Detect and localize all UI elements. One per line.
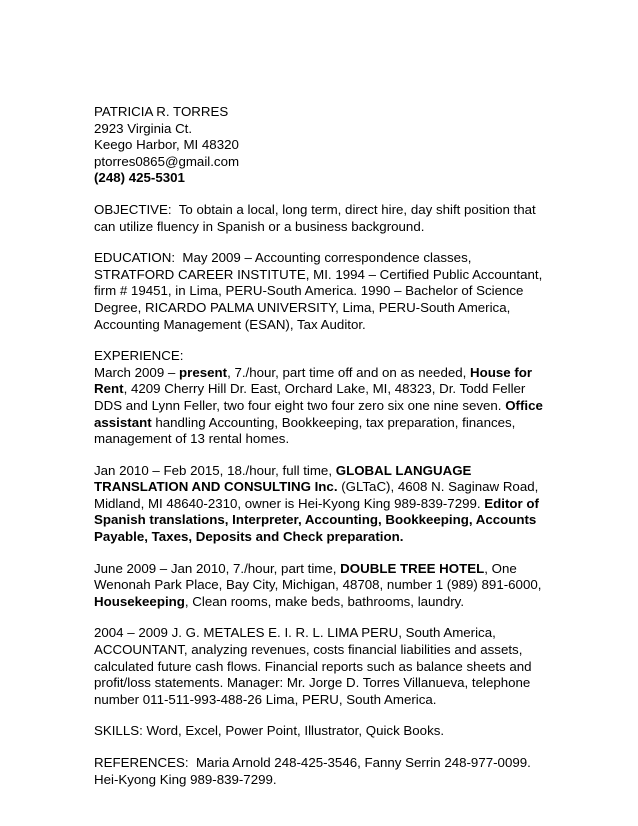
skills-section xyxy=(94,723,550,740)
skills-text: Word, Excel, Power Point, Illustrator, Quick Books. xyxy=(146,723,445,739)
applicant-name: PATRICIA R. TORRES xyxy=(94,104,229,119)
education-text: May 2009 – Accounting correspondence classes, STRATFORD CAREER INSTITUTE, MI. 1994 – Certified Public Accountant, firm # 19451, in Lima, PERU-South America. 1990 – Bachelor of Science Degree, RICARDO PALMA UNIVERSITY, Lima, PERU-South America, Accounting Management (ESAN), Tax Auditor. xyxy=(94,250,543,332)
experience-entry: June 2009 – Jan 2010, 7./hour, part time, DOUBLE TREE HOTEL, One Wenonah Park Place, Bay City, Michigan, 48708, number 1 (989) 891-6000, Housekeeping, Clean rooms, make beds, bathrooms, laundry. xyxy=(94,560,542,609)
references-text: Maria Arnold 248-425-3546, Fanny Serrin 248-977-0099. Hei-Kyong King 989-839-7299. xyxy=(94,755,531,787)
education-label: EDUCATION: xyxy=(94,250,176,266)
objective-section xyxy=(94,202,550,235)
skills-label: SKILLS: xyxy=(94,723,143,739)
phone-number: (248) 425-5301 xyxy=(94,170,185,186)
objective-label: OBJECTIVE: xyxy=(94,201,172,217)
contact-block xyxy=(94,104,550,187)
experience-heading: EXPERIENCE: xyxy=(94,348,184,364)
references-section xyxy=(94,755,550,788)
experience-entry: Jan 2010 – Feb 2015, 18./hour, full time, GLOBAL LANGUAGE TRANSLATION AND CONSULTING Inc. (GLTaC), 4608 N. Saginaw Road, Midland, MI 48640-2310, owner is Hei-Kyong King 989-839-7299. Editor of Spanish translations, Interpreter, Accounting, Bookkeeping, Accounts Payable, Taxes, Deposits and Check preparation. xyxy=(94,462,539,545)
references-label: REFERENCES: xyxy=(94,755,189,770)
education-section xyxy=(94,250,550,333)
resume-page xyxy=(94,104,550,788)
objective-text: To obtain a local, long term, direct hire, day shift position that can utilize fluency in Spanish or a business background. xyxy=(94,201,536,234)
city-state-zip: Keego Harbor, MI 48320 xyxy=(94,137,239,153)
experience-entry: 2004 – 2009 J. G. METALES E. I. R. L. LIMA PERU, South America, ACCOUNTANT, analyzing revenues, costs financial liabilities and assets, calculated future cash flows. Financial reports such as balance sheets and profit/loss statements. Manager: Mr. Jorge D. Torres Villanueva, telephone number 011-511-993-488-26 Lima, PERU, South America. xyxy=(94,625,532,707)
experience-entry: March 2009 – present, 7./hour, part time off and on as needed, House for Rent, 4209 Cherry Hill Dr. East, Orchard Lake, MI, 48323, Dr. Todd Feller DDS and Lynn Feller, two four eight two four zero six one nine seven. Office assistant handling Accounting, Bookkeeping, tax preparation, finances, management of 13 rental homes. xyxy=(94,364,543,447)
street-address: 2923 Virginia Ct. xyxy=(94,120,193,136)
email-address: ptorres0865@gmail.com xyxy=(94,153,240,169)
